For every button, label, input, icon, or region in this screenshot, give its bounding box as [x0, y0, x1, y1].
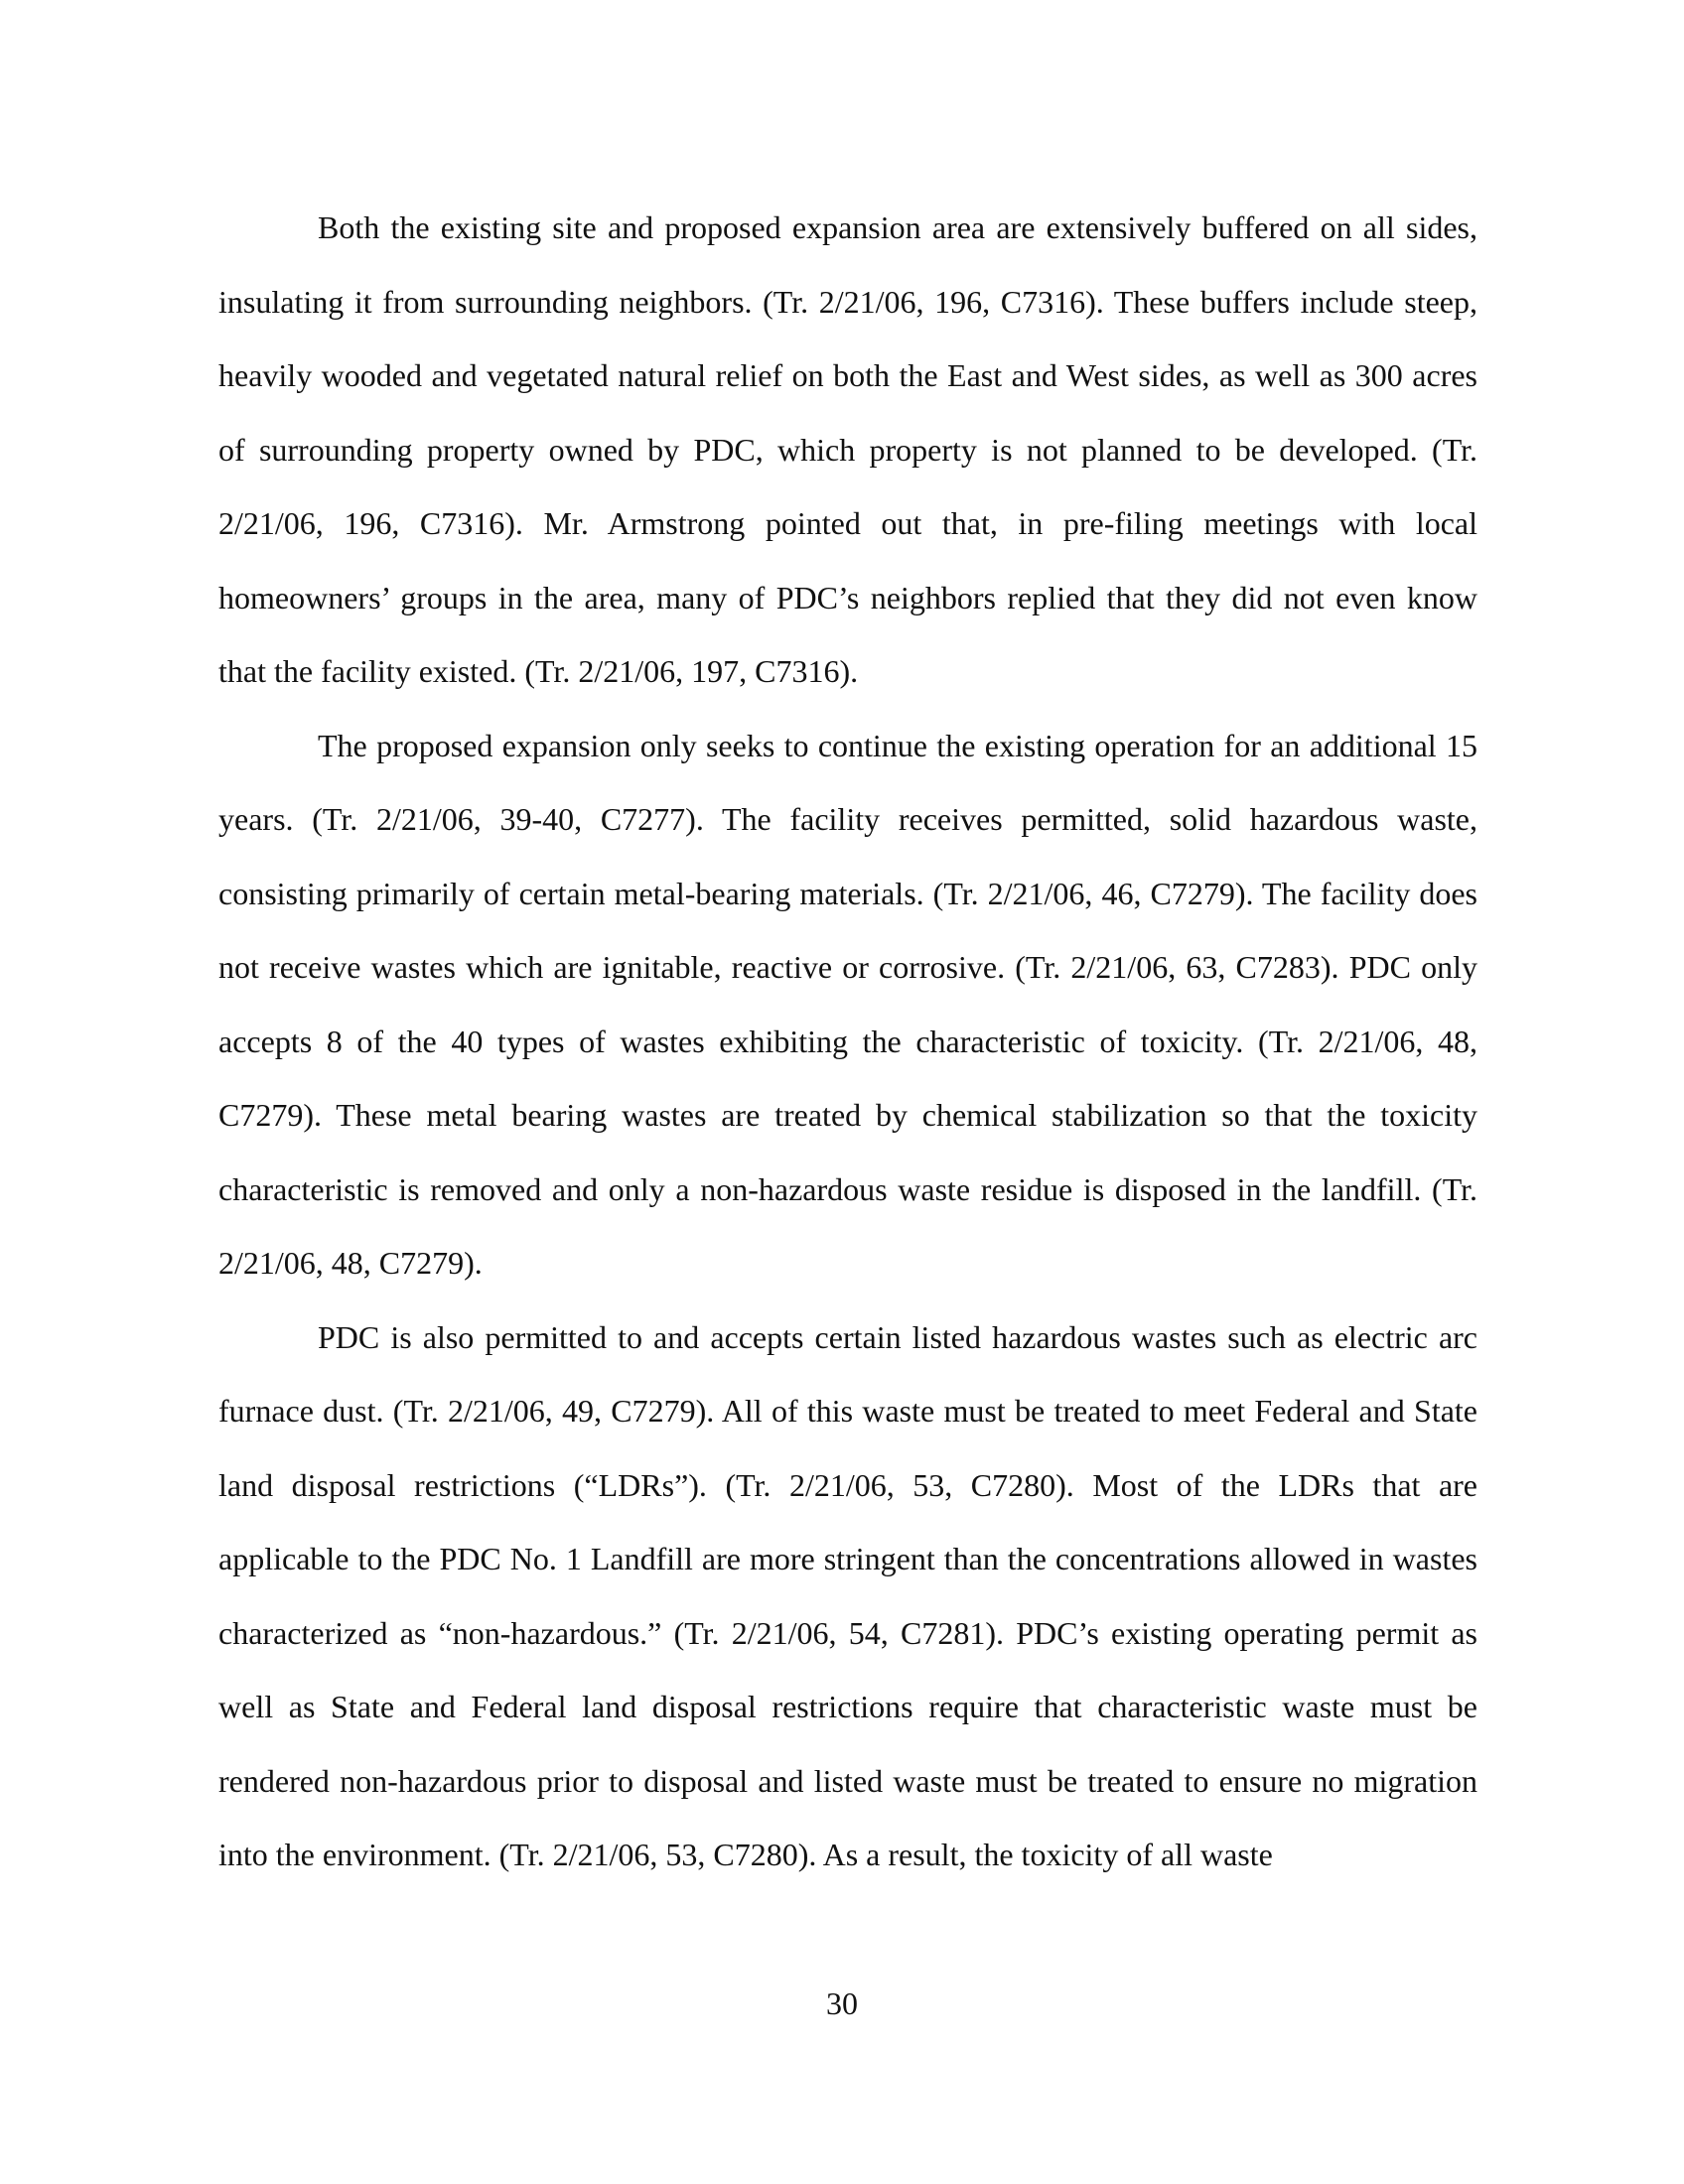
paragraph-expansion: The proposed expansion only seeks to continue the existing operation for an additional 15 years. (Tr. 2/21/06, 39-40, C7277). The facility receives permitted, solid hazardous waste, consisting primarily of certain metal-bearing materials. (Tr. 2/21/06, 46, C7279). The facility does not receive wastes which are ignitable, reactive or corrosive. (Tr. 2/21/06, 63, C7283). PDC only accepts 8 of the 40 types of wastes exhibiting the characteristic of toxicity. (Tr. 2/21/06, 48, C7279). These metal bearing wastes are treated by chemical stabilization so that the toxicity characteristic is removed and only a non-hazardous waste residue is disposed in the landfill. (Tr. 2/21/06, 48, C7279).: [218, 727, 1477, 1281]
paragraph-listed-wastes: PDC is also permitted to and accepts certain listed hazardous wastes such as electric arc furnace dust. (Tr. 2/21/06, 49, C7279). All of this waste must be treated to meet Federal and State land disposal restrictions (“LDRs”). (Tr. 2/21/06, 53, C7280). Most of the LDRs that are applicable to the PDC No. 1 Landfill are more stringent than the concentrations allowed in wastes characterized as “non-hazardous.” (Tr. 2/21/06, 54, C7281). PDC’s existing operating permit as well as State and Federal land disposal restrictions require that characteristic waste must be rendered non-hazardous prior to disposal and listed waste must be treated to ensure no migration into the environment. (Tr. 2/21/06, 53, C7280). As a result, the toxicity of all waste: [218, 1318, 1477, 1872]
page-number: 30: [826, 1985, 858, 2021]
paragraph-buffers: Both the existing site and proposed expansion area are extensively buffered on all sides, insulating it from surrounding neighbors. (Tr. 2/21/06, 196, C7316). These buffers include steep, heavily wooded and vegetated natural relief on both the East and West sides, as well as 300 acres of surrounding property owned by PDC, which property is not planned to be developed. (Tr. 2/21/06, 196, C7316). Mr. Armstrong pointed out that, in pre-filing meetings with local homeowners’ groups in the area, many of PDC’s neighbors replied that they did not even know that the facility existed. (Tr. 2/21/06, 197, C7316).: [218, 209, 1477, 689]
body-text: [218, 191, 1477, 1892]
